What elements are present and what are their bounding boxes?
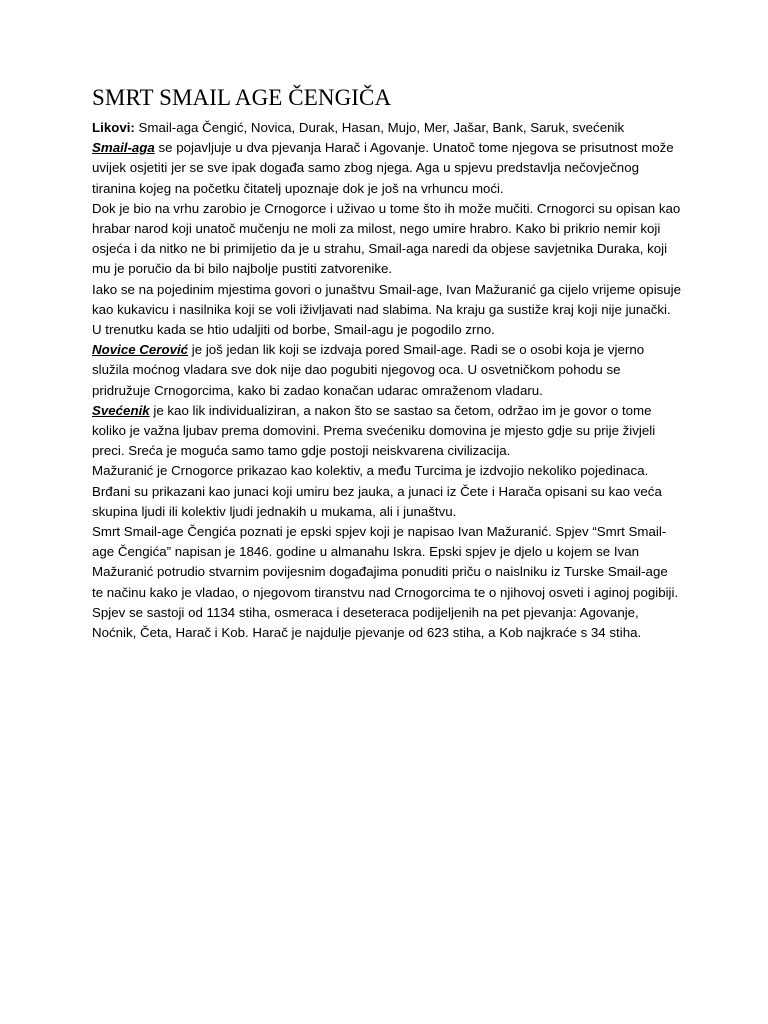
paragraph-cowardice: Iako se na pojedinim mjestima govori o junaštvu Smail-age, Ivan Mažuranić ga cijelo vrijeme opisuje kao kukavicu i nasilnika koji se voli iživljavati nad slabima. Na kraju ga sustiže kraj koji nije junački. U trenutku kada se htio udaljiti od borbe, Smail-agu je pogodilo zrno.	[92, 281, 682, 338]
paragraph-about-epic: Smrt Smail-age Čengića poznati je epski spjev koji je napisao Ivan Mažuranić. Spjev “Smrt Smail-age Čengića” napisan je 1846. godine u almanahu Iskra. Epski spjev je djelo u kojem se Ivan Mažuranić potrudio stvarnim povijesnim događajima ponuditi priču o naislniku iz Turske Smail-age te načinu kako je vladao, o njegovom tiranstvu nad Crnogorcima te o njihovoj osveti i aginoj pogibiji.	[92, 524, 679, 600]
paragraph-structure: Spjev se sastoji od 1134 stiha, osmeraca i deseteraca podijeljenih na pet pjevanja: Agovanje, Noćnik, Četa, Harač i Kob. Harač je najdulje pjevanje od 623 stiha, a Kob najkraće s 34 stiha.	[92, 604, 642, 641]
document-page	[92, 84, 682, 643]
characters-list: Smail-aga Čengić, Novica, Durak, Hasan, Mujo, Mer, Jašar, Bank, Saruk, svećenik	[134, 120, 625, 135]
svecenik-paragraph	[92, 401, 682, 462]
smail-aga-text: se pojavljuje u dva pjevanja Harač i Agovanje. Unatoč tome njegova se prisutnost može uvijek osjetiti jer se sve ipak događa samo zbog njega. Aga u spjevu predstavlja nečovječnog tiranina kojeg na početku čitatelj upoznaje dok je još na vrhuncu moći.	[92, 140, 674, 196]
smail-aga-paragraph	[92, 138, 682, 199]
novica-text: je još jedan lik koji se izdvaja pored Smail-age. Radi se o osobi koja je vjerno služila moćnog vladara sve dok nije dao pogubiti njegovog oca. U osvetničkom pohodu se pridružuje Crnogorcima, kako bi zadao konačan udarac omraženom vladaru.	[92, 342, 645, 398]
characters-paragraph	[92, 118, 682, 138]
novica-paragraph	[92, 340, 682, 401]
novica-heading: Novice Cerović	[92, 342, 189, 358]
svecenik-heading: Svećenik	[92, 402, 150, 418]
smail-aga-heading: Smail-aga	[92, 140, 155, 156]
paragraph-captives: Dok je bio na vrhu zarobio je Crnogorce i uživao u tome što ih može mučiti. Crnogorci su opisan kao hrabar narod koji unatoč mučenju ne moli za milost, nego umire hrabro. Kako bi prikrio nemir koji osjeća i da nitko ne bi primijetio da je u strahu, Smail-aga naredi da objese savjetnika Duraka, koji mu je poručio da bi bilo najbolje pustiti zatvorenike.	[92, 200, 681, 277]
svecenik-text: je kao lik individualiziran, a nakon što se sastao sa četom, održao im je govor o tome koliko je važna ljubav prema domovini. Prema svećeniku domovina je mjesto gdje su prije živjeli preci. Sreća je moguća samo tamo gdje postoji neiskvarena civilizacija.	[92, 402, 656, 459]
paragraph-collective: Mažuranić je Crnogorce prikazao kao kolektiv, a među Turcima je izdvojio nekoliko pojedinaca. Brđani su prikazani kao junaci koji umiru bez jauka, a junaci iz Čete i Harača opisani su kao veća skupina ljudi ili kolektiv ljudi jednakih u mukama, ali i junaštvu.	[92, 463, 662, 519]
characters-label: Likovi:	[92, 120, 135, 135]
document-title: SMRT SMAIL AGE ČENGIČA	[92, 85, 392, 110]
